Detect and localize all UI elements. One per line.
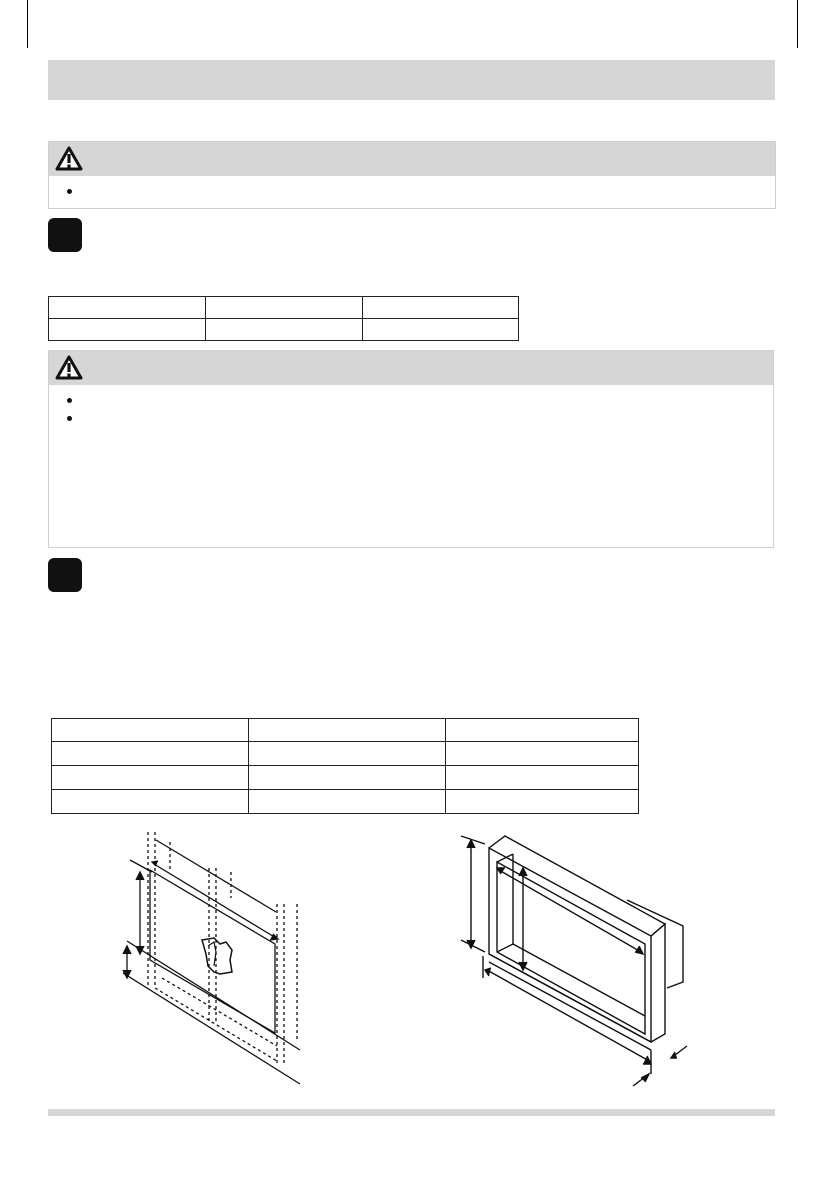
table-cell <box>249 766 446 790</box>
table-row <box>52 766 639 790</box>
table-cell <box>206 297 363 319</box>
table-cell <box>52 790 249 814</box>
warning-triangle-icon <box>55 146 83 172</box>
table-cell <box>49 297 206 319</box>
table-cell <box>249 719 446 742</box>
table-cell <box>446 790 639 814</box>
table-cell <box>446 742 639 766</box>
frame-box-diagram <box>455 828 705 1090</box>
table-row <box>52 790 639 814</box>
warning-bullet-list <box>49 385 773 427</box>
table-cell <box>52 742 249 766</box>
table-cell <box>249 742 446 766</box>
table-cell <box>446 719 639 742</box>
wall-opening-diagram <box>110 828 310 1088</box>
table-row <box>52 742 639 766</box>
spec-table <box>48 296 519 341</box>
crop-mark-left <box>27 0 28 48</box>
step-badge <box>48 218 82 252</box>
table-cell <box>52 719 249 742</box>
table-row <box>52 719 639 742</box>
step-badge <box>48 558 82 592</box>
table-row <box>49 319 519 341</box>
warning-bullet <box>61 391 773 409</box>
warning-header <box>49 142 775 176</box>
warning-bullet <box>61 182 775 200</box>
warning-triangle-icon <box>55 355 83 381</box>
crop-mark-right <box>797 0 798 48</box>
dimension-table <box>51 718 639 814</box>
warning-bullet <box>61 409 773 427</box>
section-header <box>48 60 775 100</box>
warning-bullet-list <box>49 176 775 200</box>
table-cell <box>49 319 206 341</box>
table-cell <box>52 766 249 790</box>
footer-bar <box>48 1109 775 1116</box>
warning-header <box>49 351 773 385</box>
warning-box <box>48 141 776 209</box>
table-cell <box>446 766 639 790</box>
table-cell <box>249 790 446 814</box>
table-cell <box>206 319 363 341</box>
table-cell <box>363 297 519 319</box>
table-cell <box>363 319 519 341</box>
table-row <box>49 297 519 319</box>
warning-box <box>48 350 774 548</box>
